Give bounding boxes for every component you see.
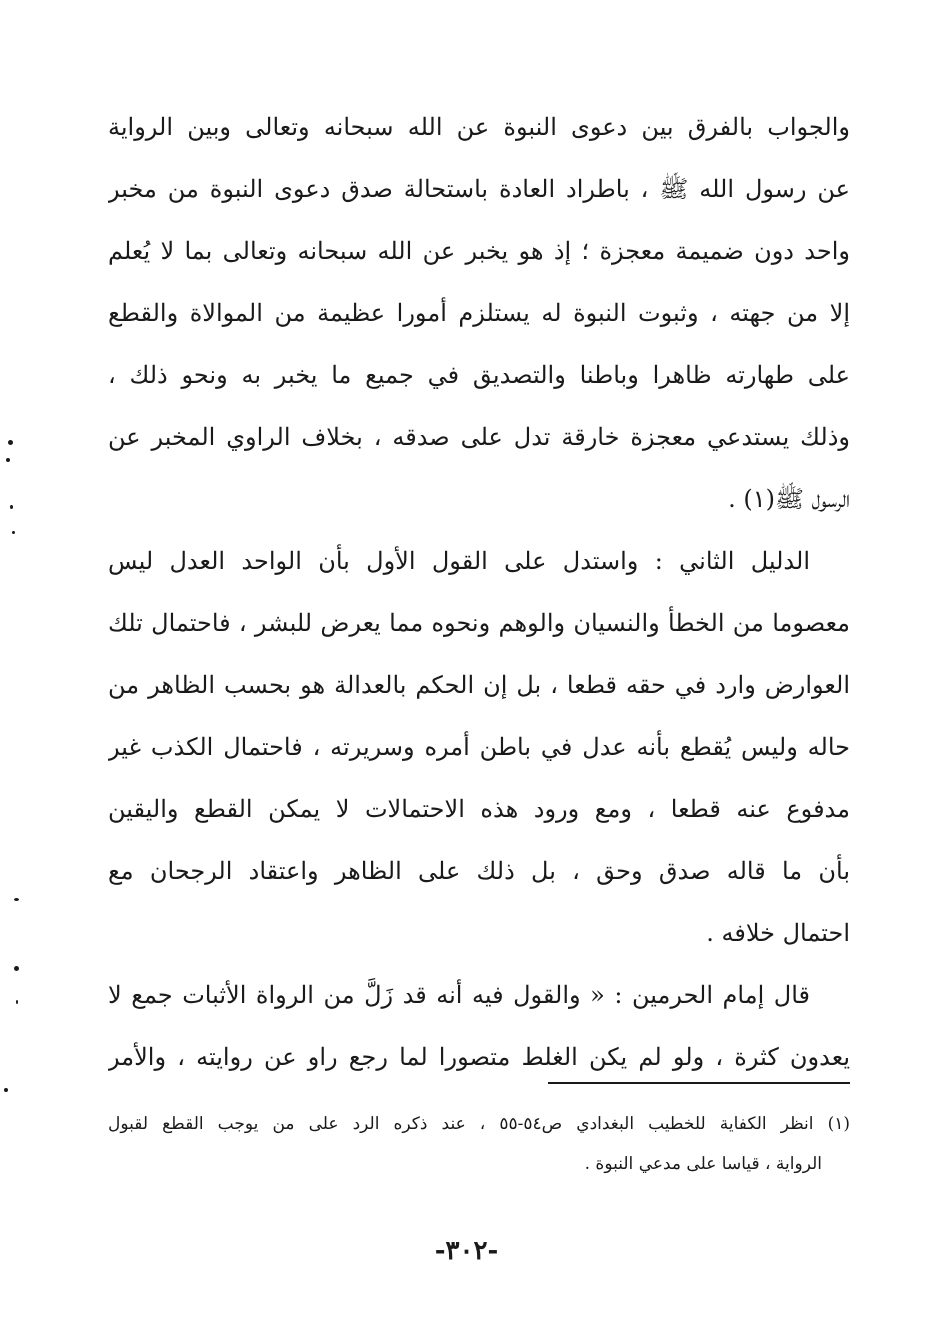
text-line: على طهارته ظاهرا وباطنا والتصديق في جميع ما يخبر به ونحو ذلك ، — [108, 361, 850, 389]
text-line: واحد دون ضميمة معجزة ؛ إذ هو يخبر عن الله سبحانه وتعالى بما لا يُعلم — [108, 237, 850, 265]
paragraph-first-line: الدليل الثاني : واستدل على القول الأول بأن الواحد العدل ليس — [108, 547, 811, 575]
scan-speck — [10, 505, 13, 509]
footnote-line: (١) انظر الكفاية للخطيب البغدادي ص٥٤-٥٥ ، عند ذكره الرد على من يوجب القطع لقبول — [108, 1114, 850, 1134]
text-line: حاله وليس يُقطع بأنه عدل في باطن أمره وسريرته ، فاحتمال الكذب غير — [108, 733, 850, 761]
text-line: احتمال خلافه . — [706, 919, 850, 947]
footnote-line: الرواية ، قياسا على مدعي النبوة . — [584, 1154, 822, 1174]
scan-speck — [14, 898, 19, 901]
text-line: وذلك يستدعي معجزة خارقة تدل على صدقه ، بخلاف الراوي المخبر عن — [108, 423, 850, 451]
footnote-separator — [548, 1082, 850, 1084]
page-number: -٣٠٢- — [434, 1236, 499, 1266]
text-line: يعدون كثرة ، ولو لم يكن الغلط متصورا لما رجع راو عن روايته ، والأمر — [108, 1043, 850, 1071]
footnotes — [108, 1104, 850, 1184]
text-line: إلا من جهته ، وثبوت النبوة له يستلزم أمورا عظيمة من الموالاة والقطع — [108, 299, 850, 327]
text-line: مدفوع عنه قطعا ، ومع ورود هذه الاحتمالات لا يمكن القطع واليقين — [108, 795, 850, 823]
scan-speck — [8, 440, 13, 445]
scan-speck — [4, 1088, 8, 1092]
scan-speck — [14, 966, 19, 971]
text-line: معصوما من الخطأ والنسيان والوهم ونحوه مما يعرض للبشر ، فاحتمال تلك — [108, 609, 850, 637]
text-line: العوارض وارد في حقه قطعا ، بل إن الحكم بالعدالة هو بحسب الظاهر من — [108, 671, 850, 699]
scan-speck — [6, 458, 10, 462]
scan-speck — [12, 531, 15, 534]
scan-speck — [16, 1000, 18, 1004]
text-line: عن رسول الله ﷺ ، باطراد العادة باستحالة صدق دعوى النبوة من مخبر — [108, 175, 850, 203]
main-text — [108, 96, 850, 1088]
text-line: الرسول ﷺ(١) . — [728, 485, 850, 513]
text-line: بأن ما قاله صدق وحق ، بل ذلك على الظاهر واعتقاد الرجحان مع — [108, 857, 850, 885]
text-line: والجواب بالفرق بين دعوى النبوة عن الله سبحانه وتعالى وبين الرواية — [108, 113, 850, 141]
paragraph-first-line: قال إمام الحرمين : « والقول فيه أنه قد زَلَّ من الرواة الأثبات جمع لا — [108, 981, 810, 1009]
